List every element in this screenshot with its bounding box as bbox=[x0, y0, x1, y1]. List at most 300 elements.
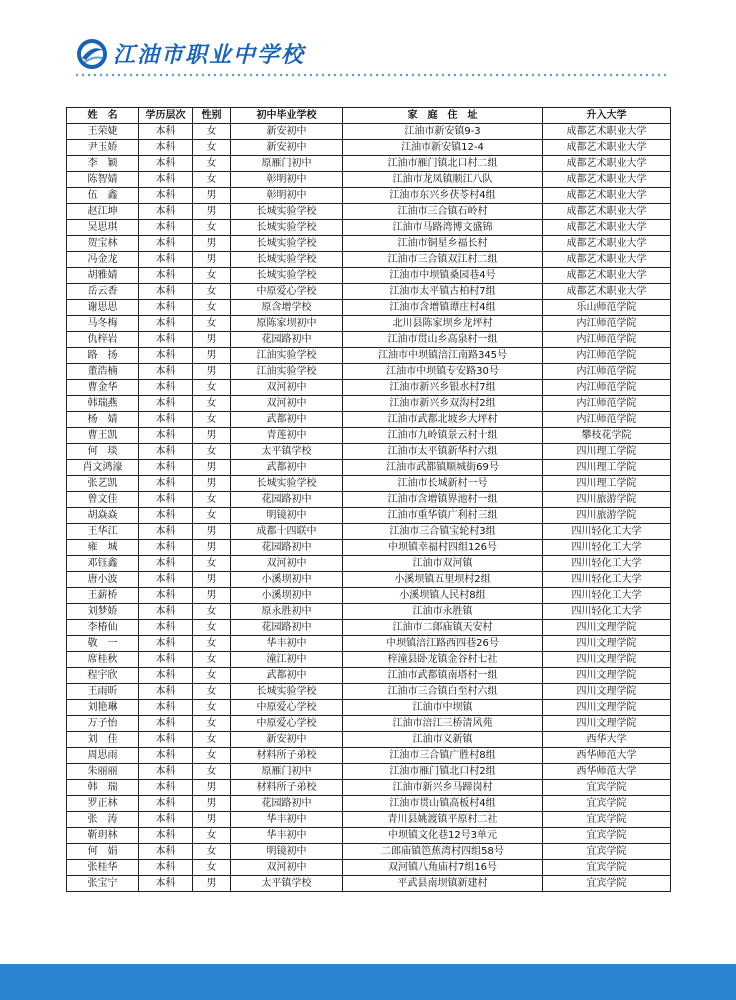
cell-middle-school: 原雁门初中 bbox=[231, 764, 343, 780]
cell-address: 江油市二郎庙镇天安村 bbox=[343, 620, 543, 636]
cell-university: 四川文理学院 bbox=[543, 700, 671, 716]
table-row bbox=[67, 396, 671, 412]
cell-address: 江油市马路湾博文盛锦 bbox=[343, 220, 543, 236]
cell-address: 江油市太平镇古柏村7组 bbox=[343, 284, 543, 300]
cell-gender: 女 bbox=[193, 764, 231, 780]
cell-gender: 女 bbox=[193, 412, 231, 428]
cell-address: 江油市中坝镇 bbox=[343, 700, 543, 716]
cell-middle-school: 双河初中 bbox=[231, 396, 343, 412]
cell-name: 万子怡 bbox=[67, 716, 139, 732]
cell-degree: 本科 bbox=[139, 588, 193, 604]
table-row bbox=[67, 444, 671, 460]
cell-gender: 男 bbox=[193, 204, 231, 220]
cell-university: 宜宾学院 bbox=[543, 812, 671, 828]
table-row bbox=[67, 716, 671, 732]
cell-university: 成都艺术职业大学 bbox=[543, 268, 671, 284]
table-row bbox=[67, 252, 671, 268]
cell-university: 四川旅游学院 bbox=[543, 492, 671, 508]
cell-university: 内江师范学院 bbox=[543, 380, 671, 396]
cell-address: 江油市含增镇谭庄村4组 bbox=[343, 300, 543, 316]
cell-university: 西华师范大学 bbox=[543, 748, 671, 764]
cell-university: 内江师范学院 bbox=[543, 316, 671, 332]
cell-gender: 女 bbox=[193, 444, 231, 460]
cell-university: 宜宾学院 bbox=[543, 780, 671, 796]
cell-university: 乐山师范学院 bbox=[543, 300, 671, 316]
cell-degree: 本科 bbox=[139, 572, 193, 588]
table-row bbox=[67, 428, 671, 444]
cell-name: 吴思琪 bbox=[67, 220, 139, 236]
cell-name: 路 扬 bbox=[67, 348, 139, 364]
cell-name: 罗正林 bbox=[67, 796, 139, 812]
cell-gender: 女 bbox=[193, 604, 231, 620]
cell-name: 王荣婕 bbox=[67, 124, 139, 140]
cell-address: 江油市新兴乡马蹄岗村 bbox=[343, 780, 543, 796]
cell-name: 靳玥林 bbox=[67, 828, 139, 844]
cell-gender: 男 bbox=[193, 188, 231, 204]
cell-degree: 本科 bbox=[139, 380, 193, 396]
cell-middle-school: 小溪坝初中 bbox=[231, 588, 343, 604]
cell-middle-school: 长城实验学校 bbox=[231, 268, 343, 284]
cell-gender: 女 bbox=[193, 300, 231, 316]
table-row bbox=[67, 860, 671, 876]
cell-degree: 本科 bbox=[139, 764, 193, 780]
cell-degree: 本科 bbox=[139, 236, 193, 252]
cell-address: 江油市新兴乡银水村7组 bbox=[343, 380, 543, 396]
cell-address: 江油市三合镇双江村二组 bbox=[343, 252, 543, 268]
cell-middle-school: 彰明初中 bbox=[231, 172, 343, 188]
table-row bbox=[67, 572, 671, 588]
table-row bbox=[67, 412, 671, 428]
header-gender: 性别 bbox=[193, 108, 231, 124]
cell-degree: 本科 bbox=[139, 348, 193, 364]
cell-gender: 男 bbox=[193, 524, 231, 540]
cell-gender: 女 bbox=[193, 556, 231, 572]
cell-degree: 本科 bbox=[139, 252, 193, 268]
table-row bbox=[67, 812, 671, 828]
cell-middle-school: 中原爱心学校 bbox=[231, 700, 343, 716]
cell-middle-school: 武都初中 bbox=[231, 460, 343, 476]
table-row bbox=[67, 604, 671, 620]
table-row bbox=[67, 380, 671, 396]
cell-degree: 本科 bbox=[139, 428, 193, 444]
cell-university: 四川理工学院 bbox=[543, 460, 671, 476]
cell-degree: 本科 bbox=[139, 412, 193, 428]
cell-name: 席桂秋 bbox=[67, 652, 139, 668]
cell-gender: 男 bbox=[193, 460, 231, 476]
cell-middle-school: 太平镇学校 bbox=[231, 444, 343, 460]
school-name: 江油市职业中学校 bbox=[113, 42, 306, 68]
cell-address: 梓潼县卧龙镇金谷村七社 bbox=[343, 652, 543, 668]
cell-address: 江油市含增镇界池村一组 bbox=[343, 492, 543, 508]
cell-gender: 女 bbox=[193, 492, 231, 508]
cell-middle-school: 武都初中 bbox=[231, 412, 343, 428]
cell-address: 江油市涪江三桥清风苑 bbox=[343, 716, 543, 732]
student-roster-table bbox=[66, 107, 671, 892]
cell-middle-school: 华丰初中 bbox=[231, 828, 343, 844]
cell-university: 内江师范学院 bbox=[543, 348, 671, 364]
cell-middle-school: 双河初中 bbox=[231, 380, 343, 396]
cell-gender: 女 bbox=[193, 156, 231, 172]
table-row bbox=[67, 364, 671, 380]
cell-university: 四川文理学院 bbox=[543, 620, 671, 636]
cell-degree: 本科 bbox=[139, 524, 193, 540]
cell-name: 杨 婧 bbox=[67, 412, 139, 428]
cell-name: 曹王凯 bbox=[67, 428, 139, 444]
header-university: 升入大学 bbox=[543, 108, 671, 124]
cell-gender: 女 bbox=[193, 828, 231, 844]
cell-degree: 本科 bbox=[139, 668, 193, 684]
cell-degree: 本科 bbox=[139, 796, 193, 812]
cell-address: 江油市双河镇 bbox=[343, 556, 543, 572]
cell-gender: 女 bbox=[193, 396, 231, 412]
cell-university: 成都艺术职业大学 bbox=[543, 252, 671, 268]
header-address: 家 庭 住 址 bbox=[343, 108, 543, 124]
cell-middle-school: 长城实验学校 bbox=[231, 236, 343, 252]
cell-name: 何 娟 bbox=[67, 844, 139, 860]
cell-name: 马冬梅 bbox=[67, 316, 139, 332]
cell-middle-school: 明镜初中 bbox=[231, 508, 343, 524]
cell-address: 江油市义新镇 bbox=[343, 732, 543, 748]
cell-address: 二郎庙镇笆蕉湾村四组58号 bbox=[343, 844, 543, 860]
cell-gender: 女 bbox=[193, 748, 231, 764]
cell-name: 刘艳琳 bbox=[67, 700, 139, 716]
cell-degree: 本科 bbox=[139, 156, 193, 172]
cell-university: 宜宾学院 bbox=[543, 828, 671, 844]
cell-degree: 本科 bbox=[139, 284, 193, 300]
cell-name: 唐小波 bbox=[67, 572, 139, 588]
cell-middle-school: 小溪坝初中 bbox=[231, 572, 343, 588]
table-row bbox=[67, 508, 671, 524]
cell-middle-school: 中原爱心学校 bbox=[231, 716, 343, 732]
cell-university: 宜宾学院 bbox=[543, 876, 671, 892]
cell-middle-school: 江油实验学校 bbox=[231, 348, 343, 364]
cell-gender: 女 bbox=[193, 172, 231, 188]
cell-gender: 男 bbox=[193, 364, 231, 380]
cell-university: 内江师范学院 bbox=[543, 412, 671, 428]
cell-gender: 女 bbox=[193, 140, 231, 156]
cell-gender: 女 bbox=[193, 716, 231, 732]
table-row bbox=[67, 236, 671, 252]
cell-name: 邓钰鑫 bbox=[67, 556, 139, 572]
cell-address: 江油市三合镇石岭村 bbox=[343, 204, 543, 220]
table-row bbox=[67, 844, 671, 860]
table-row bbox=[67, 460, 671, 476]
cell-gender: 男 bbox=[193, 812, 231, 828]
cell-name: 程宇欣 bbox=[67, 668, 139, 684]
cell-address: 中坝镇文化巷12号3单元 bbox=[343, 828, 543, 844]
cell-name: 赵江坤 bbox=[67, 204, 139, 220]
cell-gender: 女 bbox=[193, 652, 231, 668]
cell-address: 江油市中坝镇涪江南路345号 bbox=[343, 348, 543, 364]
cell-middle-school: 花园路初中 bbox=[231, 620, 343, 636]
cell-gender: 男 bbox=[193, 236, 231, 252]
cell-name: 谢思思 bbox=[67, 300, 139, 316]
cell-address: 江油市长城新村一号 bbox=[343, 476, 543, 492]
table-row bbox=[67, 156, 671, 172]
cell-gender: 女 bbox=[193, 220, 231, 236]
cell-name: 肖文鸿濠 bbox=[67, 460, 139, 476]
cell-university: 四川旅游学院 bbox=[543, 508, 671, 524]
school-logo-icon bbox=[76, 38, 108, 70]
cell-university: 宜宾学院 bbox=[543, 796, 671, 812]
cell-degree: 本科 bbox=[139, 220, 193, 236]
cell-degree: 本科 bbox=[139, 332, 193, 348]
cell-middle-school: 长城实验学校 bbox=[231, 220, 343, 236]
cell-name: 冯金龙 bbox=[67, 252, 139, 268]
cell-middle-school: 青莲初中 bbox=[231, 428, 343, 444]
cell-address: 江油市雁门镇北口村2组 bbox=[343, 764, 543, 780]
cell-gender: 女 bbox=[193, 636, 231, 652]
cell-university: 四川轻化工大学 bbox=[543, 524, 671, 540]
cell-gender: 女 bbox=[193, 620, 231, 636]
cell-university: 四川轻化工大学 bbox=[543, 572, 671, 588]
table-row bbox=[67, 876, 671, 892]
cell-degree: 本科 bbox=[139, 300, 193, 316]
table-row bbox=[67, 316, 671, 332]
cell-middle-school: 原永胜初中 bbox=[231, 604, 343, 620]
header-name: 姓 名 bbox=[67, 108, 139, 124]
cell-address: 江油市贯山镇高板村4组 bbox=[343, 796, 543, 812]
table-row bbox=[67, 764, 671, 780]
cell-gender: 男 bbox=[193, 780, 231, 796]
cell-gender: 女 bbox=[193, 284, 231, 300]
cell-gender: 女 bbox=[193, 668, 231, 684]
cell-name: 韩 瑞 bbox=[67, 780, 139, 796]
cell-degree: 本科 bbox=[139, 844, 193, 860]
cell-address: 中坝镇幸福村四组126号 bbox=[343, 540, 543, 556]
cell-address: 江油市铜星乡福长村 bbox=[343, 236, 543, 252]
table-row bbox=[67, 556, 671, 572]
cell-university: 攀枝花学院 bbox=[543, 428, 671, 444]
cell-degree: 本科 bbox=[139, 748, 193, 764]
cell-address: 江油市新兴乡双沟村2组 bbox=[343, 396, 543, 412]
cell-address: 平武县南坝镇新建村 bbox=[343, 876, 543, 892]
cell-name: 敬 一 bbox=[67, 636, 139, 652]
table-row bbox=[67, 748, 671, 764]
cell-middle-school: 原雁门初中 bbox=[231, 156, 343, 172]
table-row bbox=[67, 140, 671, 156]
cell-address: 江油市武都镇顺城街69号 bbox=[343, 460, 543, 476]
cell-middle-school: 花园路初中 bbox=[231, 332, 343, 348]
cell-middle-school: 花园路初中 bbox=[231, 540, 343, 556]
cell-gender: 男 bbox=[193, 332, 231, 348]
cell-name: 何 琰 bbox=[67, 444, 139, 460]
table-header-row bbox=[67, 108, 671, 124]
cell-middle-school: 长城实验学校 bbox=[231, 684, 343, 700]
table-row bbox=[67, 332, 671, 348]
cell-address: 江油市新安镇9-3 bbox=[343, 124, 543, 140]
cell-name: 岳云香 bbox=[67, 284, 139, 300]
cell-middle-school: 花园路初中 bbox=[231, 796, 343, 812]
cell-name: 张宝宁 bbox=[67, 876, 139, 892]
cell-gender: 女 bbox=[193, 700, 231, 716]
cell-university: 四川轻化工大学 bbox=[543, 588, 671, 604]
cell-university: 四川文理学院 bbox=[543, 652, 671, 668]
cell-middle-school: 新安初中 bbox=[231, 732, 343, 748]
cell-address: 江油市中坝镇专安路30号 bbox=[343, 364, 543, 380]
cell-university: 四川轻化工大学 bbox=[543, 556, 671, 572]
cell-address: 青川县姚渡镇平原村二社 bbox=[343, 812, 543, 828]
cell-middle-school: 彰明初中 bbox=[231, 188, 343, 204]
cell-gender: 男 bbox=[193, 428, 231, 444]
cell-middle-school: 原陈家坝初中 bbox=[231, 316, 343, 332]
cell-gender: 女 bbox=[193, 844, 231, 860]
cell-address: 江油市武都镇南塔村一组 bbox=[343, 668, 543, 684]
cell-name: 刘 佳 bbox=[67, 732, 139, 748]
cell-name: 王薪桥 bbox=[67, 588, 139, 604]
cell-gender: 男 bbox=[193, 588, 231, 604]
cell-middle-school: 原含增学校 bbox=[231, 300, 343, 316]
cell-middle-school: 材料所子弟校 bbox=[231, 780, 343, 796]
cell-degree: 本科 bbox=[139, 460, 193, 476]
cell-university: 成都艺术职业大学 bbox=[543, 236, 671, 252]
cell-name: 王雨昕 bbox=[67, 684, 139, 700]
cell-name: 张桂华 bbox=[67, 860, 139, 876]
cell-address: 北川县陈家坝乡龙坪村 bbox=[343, 316, 543, 332]
table-row bbox=[67, 732, 671, 748]
cell-name: 曹金华 bbox=[67, 380, 139, 396]
cell-name: 张艺凯 bbox=[67, 476, 139, 492]
cell-address: 江油市中坝镇桑园巷4号 bbox=[343, 268, 543, 284]
cell-address: 江油市贯山乡高泉村一组 bbox=[343, 332, 543, 348]
cell-middle-school: 长城实验学校 bbox=[231, 252, 343, 268]
cell-address: 中坝镇涪江路西四巷26号 bbox=[343, 636, 543, 652]
cell-middle-school: 长城实验学校 bbox=[231, 476, 343, 492]
cell-degree: 本科 bbox=[139, 732, 193, 748]
cell-degree: 本科 bbox=[139, 140, 193, 156]
table-row bbox=[67, 588, 671, 604]
cell-university: 成都艺术职业大学 bbox=[543, 220, 671, 236]
cell-middle-school: 双河初中 bbox=[231, 556, 343, 572]
cell-degree: 本科 bbox=[139, 876, 193, 892]
cell-address: 江油市三合镇白至村六组 bbox=[343, 684, 543, 700]
cell-university: 宜宾学院 bbox=[543, 844, 671, 860]
cell-university: 西华师范大学 bbox=[543, 764, 671, 780]
cell-degree: 本科 bbox=[139, 188, 193, 204]
cell-address: 江油市太平镇新华村六组 bbox=[343, 444, 543, 460]
table-row bbox=[67, 492, 671, 508]
cell-address: 江油市武都北坡乡大坪村 bbox=[343, 412, 543, 428]
cell-university: 西华大学 bbox=[543, 732, 671, 748]
table-row bbox=[67, 540, 671, 556]
cell-degree: 本科 bbox=[139, 268, 193, 284]
cell-middle-school: 明镜初中 bbox=[231, 844, 343, 860]
cell-name: 贺宝林 bbox=[67, 236, 139, 252]
cell-gender: 女 bbox=[193, 508, 231, 524]
cell-middle-school: 中原爱心学校 bbox=[231, 284, 343, 300]
cell-name: 董浩楠 bbox=[67, 364, 139, 380]
cell-degree: 本科 bbox=[139, 556, 193, 572]
table-row bbox=[67, 348, 671, 364]
cell-degree: 本科 bbox=[139, 716, 193, 732]
table-row bbox=[67, 684, 671, 700]
table-row bbox=[67, 524, 671, 540]
cell-university: 成都艺术职业大学 bbox=[543, 172, 671, 188]
cell-name: 韩瑞燕 bbox=[67, 396, 139, 412]
cell-address: 小溪坝镇人民村8组 bbox=[343, 588, 543, 604]
table-row bbox=[67, 668, 671, 684]
cell-gender: 女 bbox=[193, 268, 231, 284]
cell-middle-school: 新安初中 bbox=[231, 124, 343, 140]
cell-name: 仇梓岩 bbox=[67, 332, 139, 348]
cell-address: 江油市三合镇广胜村8组 bbox=[343, 748, 543, 764]
cell-university: 内江师范学院 bbox=[543, 364, 671, 380]
cell-university: 宜宾学院 bbox=[543, 860, 671, 876]
table-row bbox=[67, 284, 671, 300]
cell-gender: 女 bbox=[193, 732, 231, 748]
table-row bbox=[67, 220, 671, 236]
cell-middle-school: 新安初中 bbox=[231, 140, 343, 156]
cell-middle-school: 成都十四联中 bbox=[231, 524, 343, 540]
cell-degree: 本科 bbox=[139, 316, 193, 332]
cell-degree: 本科 bbox=[139, 540, 193, 556]
table-row bbox=[67, 780, 671, 796]
cell-name: 陈智婧 bbox=[67, 172, 139, 188]
cell-university: 内江师范学院 bbox=[543, 332, 671, 348]
cell-degree: 本科 bbox=[139, 620, 193, 636]
table-row bbox=[67, 828, 671, 844]
cell-gender: 男 bbox=[193, 572, 231, 588]
cell-degree: 本科 bbox=[139, 828, 193, 844]
cell-degree: 本科 bbox=[139, 860, 193, 876]
cell-address: 江油市永胜镇 bbox=[343, 604, 543, 620]
cell-university: 成都艺术职业大学 bbox=[543, 124, 671, 140]
cell-degree: 本科 bbox=[139, 364, 193, 380]
cell-degree: 本科 bbox=[139, 476, 193, 492]
cell-address: 小溪坝镇五里坝村2组 bbox=[343, 572, 543, 588]
cell-degree: 本科 bbox=[139, 492, 193, 508]
cell-middle-school: 华丰初中 bbox=[231, 812, 343, 828]
cell-university: 成都艺术职业大学 bbox=[543, 140, 671, 156]
cell-name: 李椿仙 bbox=[67, 620, 139, 636]
cell-name: 李 颖 bbox=[67, 156, 139, 172]
cell-degree: 本科 bbox=[139, 636, 193, 652]
cell-degree: 本科 bbox=[139, 652, 193, 668]
table-row bbox=[67, 188, 671, 204]
table-row bbox=[67, 172, 671, 188]
cell-name: 刘梦娇 bbox=[67, 604, 139, 620]
cell-gender: 女 bbox=[193, 684, 231, 700]
table-row bbox=[67, 476, 671, 492]
table-row bbox=[67, 204, 671, 220]
cell-degree: 本科 bbox=[139, 444, 193, 460]
cell-university: 四川理工学院 bbox=[543, 444, 671, 460]
cell-gender: 男 bbox=[193, 252, 231, 268]
cell-middle-school: 材料所子弟校 bbox=[231, 748, 343, 764]
cell-university: 成都艺术职业大学 bbox=[543, 156, 671, 172]
cell-degree: 本科 bbox=[139, 700, 193, 716]
table-row bbox=[67, 796, 671, 812]
cell-university: 成都艺术职业大学 bbox=[543, 188, 671, 204]
cell-name: 胡雅婧 bbox=[67, 268, 139, 284]
cell-address: 江油市雁门镇北口村二组 bbox=[343, 156, 543, 172]
cell-address: 江油市新安镇12-4 bbox=[343, 140, 543, 156]
cell-gender: 男 bbox=[193, 348, 231, 364]
cell-degree: 本科 bbox=[139, 124, 193, 140]
cell-degree: 本科 bbox=[139, 780, 193, 796]
table-row bbox=[67, 652, 671, 668]
cell-gender: 女 bbox=[193, 860, 231, 876]
cell-name: 雍 城 bbox=[67, 540, 139, 556]
cell-gender: 女 bbox=[193, 316, 231, 332]
cell-university: 四川轻化工大学 bbox=[543, 604, 671, 620]
table-row bbox=[67, 700, 671, 716]
table-body bbox=[67, 124, 671, 892]
page-header bbox=[0, 0, 736, 100]
cell-university: 成都艺术职业大学 bbox=[543, 284, 671, 300]
cell-gender: 男 bbox=[193, 476, 231, 492]
cell-name: 王华江 bbox=[67, 524, 139, 540]
